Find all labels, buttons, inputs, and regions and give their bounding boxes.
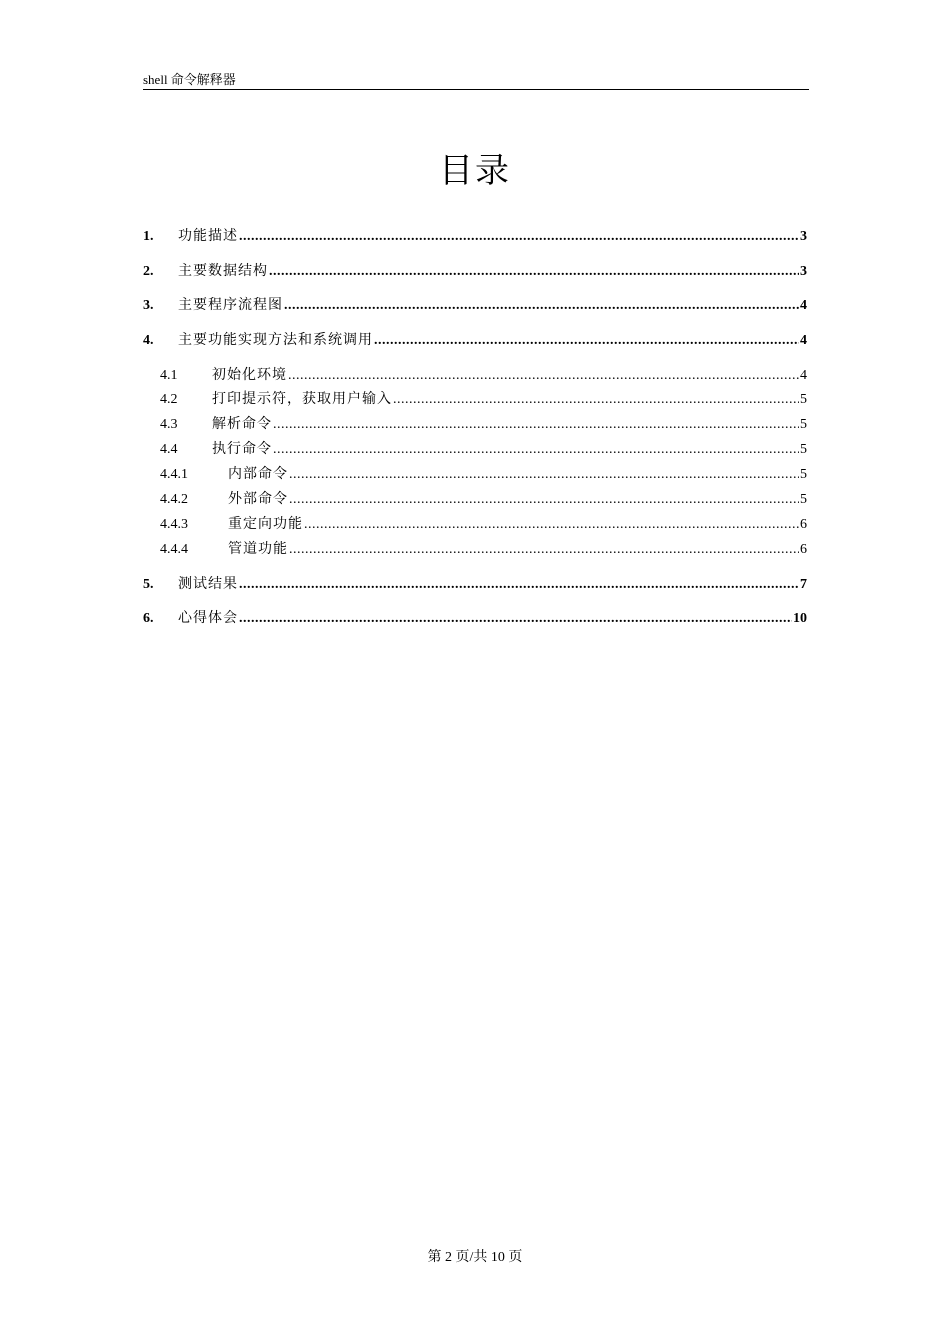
toc-entry-4-2[interactable]: [143, 390, 807, 410]
dot-leader: [239, 575, 799, 595]
toc-entry-4-4[interactable]: [143, 440, 807, 460]
toc-entry-page: 7: [800, 577, 807, 592]
toc-entry-page: 6: [800, 542, 807, 557]
toc-entry-label: 外部命令: [228, 492, 288, 507]
toc-entry-page: 5: [800, 467, 807, 482]
toc-entry-page: 5: [800, 442, 807, 457]
toc-entry-number: 5.: [143, 577, 154, 592]
toc-entry-page: 4: [800, 298, 807, 313]
toc-entry-number: 4.4.3: [160, 517, 188, 532]
toc-entry-label: 初始化环境: [212, 368, 287, 383]
toc-entry-number: 1.: [143, 229, 154, 244]
page-footer: [0, 1248, 950, 1268]
dot-leader: [273, 415, 799, 435]
toc-entry-5[interactable]: [143, 575, 807, 595]
toc-entry-page: 5: [800, 392, 807, 407]
toc-entry-number: 6.: [143, 611, 154, 626]
toc-entry-4-3[interactable]: [143, 415, 807, 435]
toc-entry-number: 4.4.4: [160, 542, 188, 557]
toc-entry-number: 4.4.2: [160, 492, 188, 507]
dot-leader: [239, 227, 799, 247]
toc-entry-1[interactable]: [143, 227, 807, 247]
toc-entry-page: 5: [800, 417, 807, 432]
toc-entry-page: 3: [800, 229, 807, 244]
toc-entry-page: 4: [800, 333, 807, 348]
toc-entry-number: 4.1: [160, 368, 178, 383]
toc-title: 目录: [439, 153, 511, 190]
toc-entry-6[interactable]: [143, 609, 807, 629]
dot-leader: [273, 440, 799, 460]
toc-entry-label: 主要功能实现方法和系统调用: [178, 333, 373, 348]
toc-entry-number: 2.: [143, 264, 154, 279]
toc-entry-4[interactable]: [143, 331, 807, 351]
toc-entry-label: 执行命令: [212, 442, 272, 457]
page-number-text: 第 2 页/共 10 页: [427, 1250, 523, 1265]
page-header: [143, 70, 809, 90]
toc-entry-label: 解析命令: [212, 417, 272, 432]
toc-entry-2[interactable]: [143, 262, 807, 282]
header-text: shell 命令解释器: [143, 72, 236, 87]
toc-entry-label: 打印提示符，获取用户输入: [212, 392, 392, 407]
toc-entry-page: 5: [800, 492, 807, 507]
dot-leader: [374, 331, 799, 351]
toc-entry-4-1[interactable]: [143, 366, 807, 386]
dot-leader: [304, 515, 799, 535]
toc-entry-4-4-2[interactable]: [143, 490, 807, 510]
toc-entry-label: 内部命令: [228, 467, 288, 482]
toc-entry-page: 6: [800, 517, 807, 532]
toc-entry-number: 4.2: [160, 392, 178, 407]
toc-entry-page: 3: [800, 264, 807, 279]
toc-entry-label: 测试结果: [178, 577, 238, 592]
toc-entry-4-4-3[interactable]: [143, 515, 807, 535]
dot-leader: [288, 366, 799, 386]
toc-entry-page: 10: [793, 611, 807, 626]
toc-entry-label: 管道功能: [228, 542, 288, 557]
dot-leader: [289, 465, 799, 485]
toc-entry-page: 4: [800, 368, 807, 383]
dot-leader: [289, 490, 799, 510]
toc-entry-number: 3.: [143, 298, 154, 313]
toc-entry-number: 4.: [143, 333, 154, 348]
toc-entry-3[interactable]: [143, 296, 807, 316]
dot-leader: [393, 390, 799, 410]
toc-entry-number: 4.3: [160, 417, 178, 432]
toc-entry-number: 4.4.1: [160, 467, 188, 482]
dot-leader: [284, 296, 799, 316]
toc-entry-4-4-1[interactable]: [143, 465, 807, 485]
toc-entry-label: 重定向功能: [228, 517, 303, 532]
dot-leader: [269, 262, 799, 282]
toc-entry-label: 功能描述: [178, 229, 238, 244]
toc-entry-4-4-4[interactable]: [143, 540, 807, 560]
dot-leader: [289, 540, 799, 560]
toc-entry-label: 主要数据结构: [178, 264, 268, 279]
toc-entry-number: 4.4: [160, 442, 178, 457]
dot-leader: [239, 609, 792, 629]
toc-entry-label: 心得体会: [178, 611, 238, 626]
toc-entry-label: 主要程序流程图: [178, 298, 283, 313]
